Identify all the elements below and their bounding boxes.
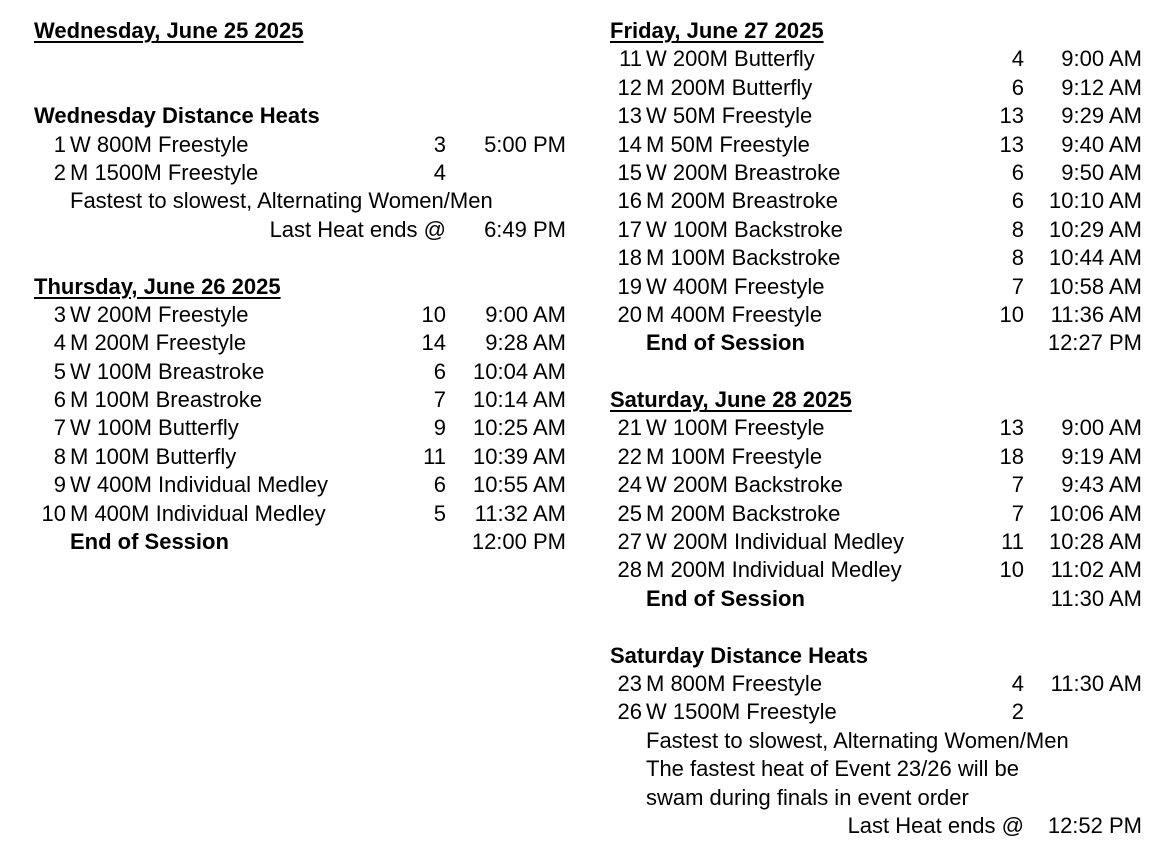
event-row — [610, 45, 1142, 73]
event-name: W 200M Backstroke — [646, 472, 843, 498]
event-number: 1 — [53, 131, 66, 157]
heat-count: 13 — [999, 103, 1024, 129]
start-time: 10:58 AM — [1049, 273, 1142, 299]
event-row — [610, 698, 1142, 726]
event-name: M 100M Backstroke — [646, 245, 841, 271]
saturday-distance-note-row — [610, 784, 1142, 812]
right-column — [610, 17, 1142, 840]
event-number: 28 — [617, 557, 642, 583]
start-time: 9:12 AM — [1061, 74, 1142, 100]
event-number: 27 — [617, 529, 642, 555]
heat-count: 10 — [421, 301, 446, 327]
event-name: M 400M Individual Medley — [70, 500, 326, 526]
event-number: 13 — [617, 103, 642, 129]
start-time: 9:00 AM — [1061, 415, 1142, 441]
event-row — [610, 670, 1142, 698]
event-number: 19 — [617, 273, 642, 299]
event-number: 16 — [617, 188, 642, 214]
start-time: 9:29 AM — [1061, 103, 1142, 129]
saturday-date-heading: Saturday, June 28 2025 — [610, 387, 852, 413]
event-name: M 800M Freestyle — [646, 670, 823, 696]
event-name: M 200M Individual Medley — [646, 557, 902, 583]
heat-count: 18 — [999, 443, 1024, 469]
start-time: 5:00 PM — [484, 131, 566, 157]
event-name: M 100M Breastroke — [70, 387, 262, 413]
event-number: 14 — [617, 131, 642, 157]
event-row — [34, 329, 566, 357]
heat-count: 8 — [1011, 245, 1024, 271]
event-name: W 100M Backstroke — [646, 216, 843, 242]
heat-count: 8 — [1011, 216, 1024, 242]
event-number: 23 — [617, 670, 642, 696]
start-time: 10:10 AM — [1049, 188, 1142, 214]
event-number: 4 — [53, 330, 66, 356]
saturday-distance-last-heat-row — [610, 812, 1142, 840]
event-number: 3 — [53, 301, 66, 327]
end-of-session-label: End of Session — [70, 529, 229, 555]
start-time: 9:00 AM — [485, 301, 566, 327]
wednesday-event-list — [34, 131, 566, 188]
start-time: 11:30 AM — [1050, 670, 1142, 696]
last-heat-label: Last Heat ends @ — [847, 812, 1024, 838]
start-time: 9:40 AM — [1061, 131, 1142, 157]
start-time: 10:29 AM — [1049, 216, 1142, 242]
heat-count: 14 — [421, 330, 446, 356]
start-time: 9:43 AM — [1061, 472, 1142, 498]
wednesday-distance-heading: Wednesday Distance Heats — [34, 103, 320, 129]
heat-count: 3 — [433, 131, 446, 157]
saturday-distance-note: Fastest to slowest, Alternating Women/Men — [646, 727, 1069, 753]
end-of-session-time: 12:27 PM — [1047, 330, 1142, 356]
event-row — [610, 74, 1142, 102]
heat-count: 4 — [1011, 46, 1024, 72]
event-number: 6 — [53, 387, 66, 413]
start-time: 10:39 AM — [473, 443, 566, 469]
event-number: 7 — [53, 415, 66, 441]
event-row — [34, 159, 566, 187]
event-number: 15 — [617, 159, 642, 185]
heat-count: 7 — [1011, 273, 1024, 299]
wednesday-last-heat-row — [34, 216, 566, 244]
last-heat-label: Last Heat ends @ — [269, 216, 446, 242]
event-row — [610, 131, 1142, 159]
saturday-distance-note-row — [610, 755, 1142, 783]
start-time: 10:06 AM — [1049, 500, 1142, 526]
start-time: 10:44 AM — [1049, 245, 1142, 271]
friday-event-list — [610, 45, 1142, 329]
event-name: M 100M Freestyle — [646, 443, 823, 469]
start-time: 11:36 AM — [1050, 301, 1142, 327]
event-name: M 200M Freestyle — [70, 330, 247, 356]
event-row — [34, 358, 566, 386]
heat-count: 11 — [1001, 529, 1024, 555]
start-time: 9:50 AM — [1061, 159, 1142, 185]
start-time: 11:32 AM — [474, 500, 566, 526]
event-row — [34, 414, 566, 442]
heat-count: 10 — [999, 557, 1024, 583]
event-number: 2 — [53, 159, 66, 185]
event-row — [34, 131, 566, 159]
event-name: W 100M Breastroke — [70, 358, 265, 384]
event-name: M 50M Freestyle — [646, 131, 810, 157]
heat-count: 5 — [433, 500, 446, 526]
heat-count: 9 — [433, 415, 446, 441]
event-number: 21 — [617, 415, 642, 441]
event-name: M 100M Butterfly — [70, 443, 237, 469]
start-time: 10:25 AM — [473, 415, 566, 441]
heat-count: 7 — [1011, 472, 1024, 498]
heat-count: 13 — [999, 131, 1024, 157]
event-name: M 200M Butterfly — [646, 74, 813, 100]
friday-date-heading: Friday, June 27 2025 — [610, 18, 824, 43]
event-row — [610, 244, 1142, 272]
event-row — [610, 528, 1142, 556]
event-row — [610, 273, 1142, 301]
event-name: M 1500M Freestyle — [70, 159, 259, 185]
event-row — [610, 216, 1142, 244]
heat-count: 6 — [1011, 74, 1024, 100]
saturday-distance-note: swam during finals in event order — [646, 784, 969, 810]
event-name: W 800M Freestyle — [70, 131, 249, 157]
event-number: 26 — [617, 699, 642, 725]
heat-count: 7 — [433, 387, 446, 413]
start-time: 10:04 AM — [473, 358, 566, 384]
thursday-end-row — [34, 528, 566, 556]
saturday-event-list — [610, 414, 1142, 584]
last-heat-time: 12:52 PM — [1047, 812, 1142, 838]
start-time: 10:14 AM — [473, 387, 566, 413]
event-row — [610, 102, 1142, 130]
event-row — [34, 443, 566, 471]
left-column — [34, 17, 566, 556]
start-time: 9:28 AM — [485, 330, 566, 356]
event-name: W 50M Freestyle — [646, 103, 813, 129]
last-heat-time: 6:49 PM — [484, 216, 566, 242]
event-name: W 200M Butterfly — [646, 46, 815, 72]
friday-end-row — [610, 329, 1142, 357]
event-row — [34, 471, 566, 499]
event-name: M 400M Freestyle — [646, 301, 823, 327]
saturday-end-row — [610, 585, 1142, 613]
wednesday-note: Fastest to slowest, Alternating Women/Men — [70, 188, 493, 214]
event-row — [610, 556, 1142, 584]
end-of-session-label: End of Session — [646, 330, 805, 356]
event-number: 22 — [617, 443, 642, 469]
event-row — [610, 159, 1142, 187]
event-number: 10 — [41, 500, 66, 526]
event-number: 20 — [617, 301, 642, 327]
heat-count: 6 — [1011, 188, 1024, 214]
event-row — [34, 386, 566, 414]
event-row — [34, 500, 566, 528]
heat-count: 13 — [999, 415, 1024, 441]
event-name: W 200M Individual Medley — [646, 529, 905, 555]
start-time: 9:19 AM — [1061, 443, 1142, 469]
start-time: 9:00 AM — [1061, 46, 1142, 72]
heat-count: 11 — [423, 443, 446, 469]
heat-count: 7 — [1011, 500, 1024, 526]
event-row — [610, 301, 1142, 329]
heat-count: 4 — [433, 159, 446, 185]
event-row — [610, 187, 1142, 215]
saturday-distance-note-row — [610, 727, 1142, 755]
event-name: M 200M Breastroke — [646, 188, 838, 214]
wednesday-date-heading: Wednesday, June 25 2025 — [34, 18, 304, 43]
end-of-session-time: 11:30 AM — [1050, 585, 1142, 611]
event-row — [610, 443, 1142, 471]
heat-count: 10 — [999, 301, 1024, 327]
event-name: W 400M Freestyle — [646, 273, 825, 299]
heat-count: 6 — [1011, 159, 1024, 185]
heat-count: 2 — [1011, 699, 1024, 725]
event-number: 8 — [53, 443, 66, 469]
event-row — [610, 500, 1142, 528]
event-name: W 200M Breastroke — [646, 159, 841, 185]
thursday-event-list — [34, 301, 566, 528]
event-row — [34, 301, 566, 329]
event-name: W 400M Individual Medley — [70, 472, 329, 498]
start-time: 10:55 AM — [473, 472, 566, 498]
heat-count: 6 — [433, 358, 446, 384]
event-number: 18 — [617, 245, 642, 271]
event-number: 11 — [619, 46, 642, 72]
event-number: 17 — [617, 216, 642, 242]
event-name: W 100M Freestyle — [646, 415, 825, 441]
start-time: 10:28 AM — [1049, 529, 1142, 555]
thursday-date-heading: Thursday, June 26 2025 — [34, 273, 281, 299]
end-of-session-time: 12:00 PM — [471, 529, 566, 555]
event-number: 24 — [617, 472, 642, 498]
event-name: W 200M Freestyle — [70, 301, 249, 327]
event-number: 5 — [53, 358, 66, 384]
event-name: W 100M Butterfly — [70, 415, 239, 441]
heat-count: 4 — [1011, 670, 1024, 696]
event-number: 9 — [53, 472, 66, 498]
saturday-distance-event-list — [610, 670, 1142, 727]
event-name: M 200M Backstroke — [646, 500, 841, 526]
event-number: 25 — [617, 500, 642, 526]
saturday-distance-note: The fastest heat of Event 23/26 will be — [646, 756, 1020, 782]
event-row — [610, 471, 1142, 499]
start-time: 11:02 AM — [1050, 557, 1142, 583]
event-name: W 1500M Freestyle — [646, 699, 837, 725]
end-of-session-label: End of Session — [646, 585, 805, 611]
saturday-distance-heading: Saturday Distance Heats — [610, 642, 868, 668]
heat-count: 6 — [433, 472, 446, 498]
event-number: 12 — [617, 74, 642, 100]
event-row — [610, 414, 1142, 442]
wednesday-note-row — [34, 187, 566, 215]
